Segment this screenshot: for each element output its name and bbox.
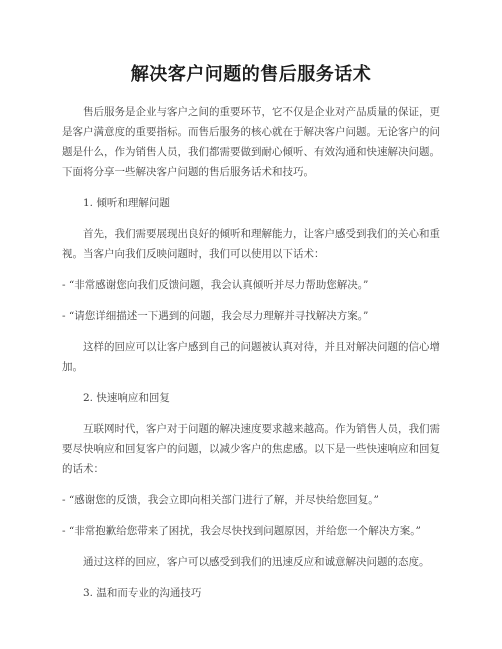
section-paragraph-response: 互联网时代，客户对于问题的解决速度要求越来越高。作为销售人员，我们需要尽快响应和回复客户的问题，以减少客户的焦虑感。以下是一些快速响应和回复的话术：	[62, 423, 440, 475]
section-paragraph-listen-summary: 这样的回应可以让客户感到自己的问题被认真对待，并且对解决问题的信心增加。	[62, 341, 440, 373]
quote-line: - “感谢您的反馈，我会立即向相关部门进行了解，并尽快给您回复。”	[62, 494, 379, 506]
section-paragraph-response-summary: 通过这样的回应，客户可以感受到我们的迅速反应和诚意解决问题的态度。	[83, 556, 430, 568]
document-body	[62, 102, 440, 614]
section-heading-listen: 1. 倾听和理解问题	[83, 197, 170, 209]
intro-paragraph: 售后服务是企业与客户之间的重要环节，它不仅是企业对产品质量的保证，更是客户满意度的重要指标。而售后服务的核心就在于解决客户问题。无论客户的问题是什么，作为销售人员，我们都需要做到耐心倾听、有效沟通和快速解决问题。下面将分享一些解决客户问题的售后服务话术和技巧。	[62, 106, 440, 178]
quote-line: - “请您详细描述一下遇到的问题，我会尽力理解并寻找解决方案。”	[62, 310, 369, 322]
document-title: 解决客户问题的售后服务话术	[130, 64, 372, 85]
section-heading-response: 2. 快速响应和回复	[83, 392, 170, 404]
quote-line: - “非常感谢您向我们反馈问题，我会认真倾听并尽力帮助您解决。”	[62, 279, 369, 291]
section-paragraph-listen: 首先，我们需要展现出良好的倾听和理解能力，让客户感受到我们的关心和重视。当客户向我们反映问题时，我们可以使用以下话术：	[62, 228, 440, 260]
section-heading-communication: 3. 温和而专业的沟通技巧	[83, 587, 202, 599]
quote-line: - “非常抱歉给您带来了困扰，我会尽快找到问题原因，并给您一个解决方案。”	[62, 525, 421, 537]
